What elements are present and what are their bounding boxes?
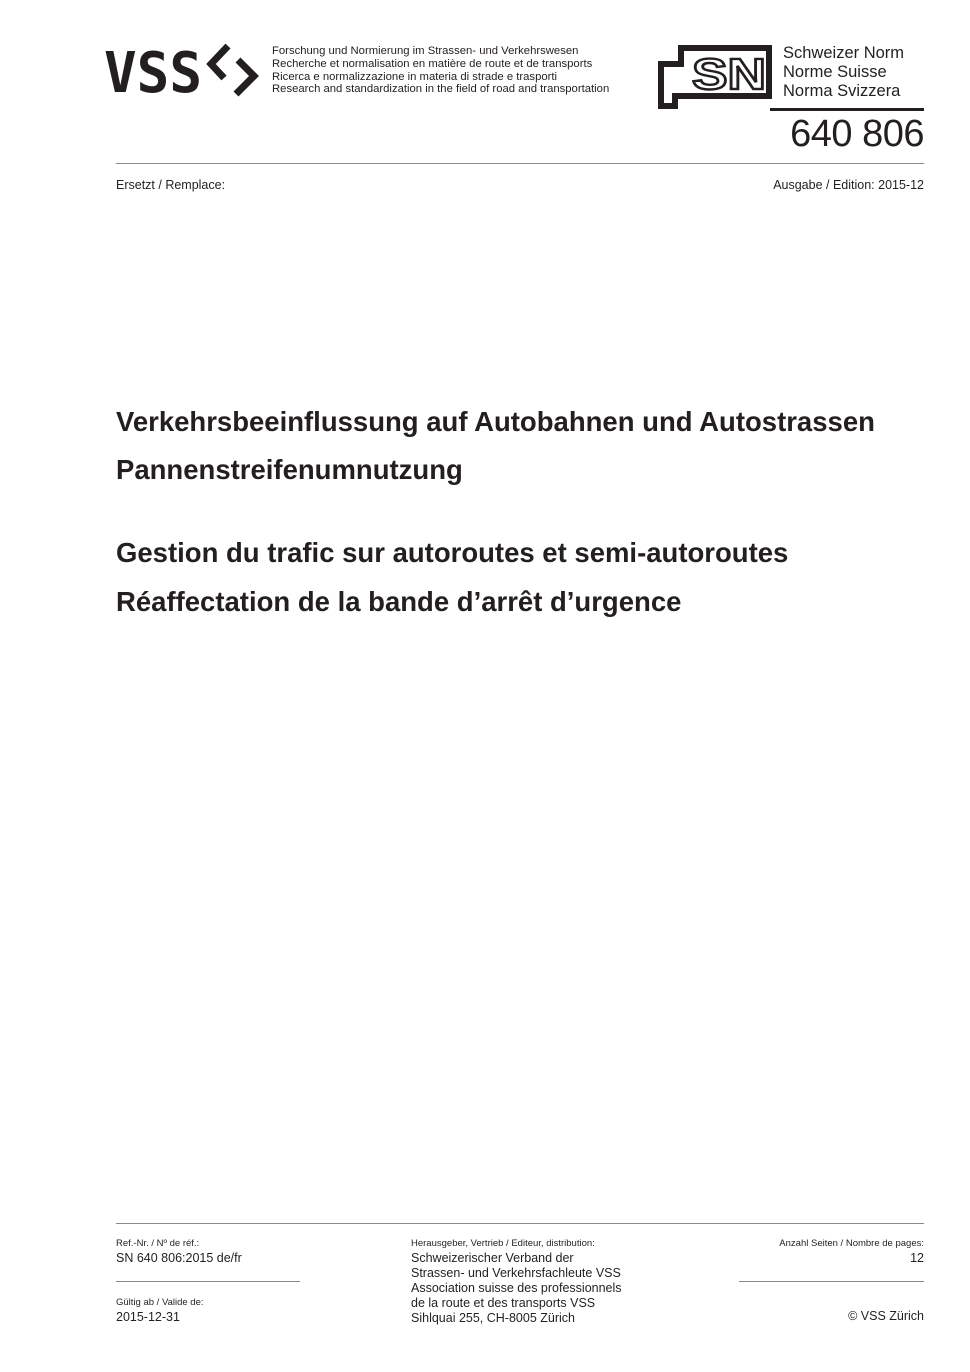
- svg-text:VSS: VSS: [104, 41, 202, 100]
- publisher-line: Sihlquai 255, CH-8005 Zürich: [411, 1311, 575, 1325]
- vss-description: [272, 45, 609, 96]
- copyright: © VSS Zürich: [848, 1309, 924, 1323]
- publisher-line: Strassen- und Verkehrsfachleute VSS: [411, 1266, 621, 1280]
- ref-divider: [116, 1281, 300, 1282]
- valid-label: Gültig ab / Valide de:: [116, 1297, 204, 1308]
- sn-logo: [656, 43, 776, 113]
- sn-name-fr: Norme Suisse: [783, 63, 887, 81]
- footer-divider: [116, 1223, 924, 1224]
- vss-line-de: Forschung und Normierung im Strassen- und Verkehrswesen: [272, 45, 579, 57]
- title-de-line2: Pannenstreifenumnutzung: [116, 454, 463, 485]
- pages-divider: [739, 1281, 924, 1282]
- header-divider: [116, 163, 924, 164]
- vss-line-fr: Recherche et normalisation en matière de route et de transports: [272, 57, 593, 70]
- replaces-label: Ersetzt / Remplace:: [116, 178, 226, 192]
- sn-names: [783, 44, 904, 101]
- vss-line-en: Research and standardization in the field of road and transportation: [272, 83, 610, 96]
- title-fr-line2: Réaffectation de la bande d’arrêt d’urgence: [116, 586, 682, 617]
- vss-line-it: Ricerca e normalizzazione in materia di strade e trasporti: [272, 70, 558, 83]
- pages-label: Anzahl Seiten / Nombre de pages:: [779, 1238, 924, 1249]
- pages-block: [779, 1238, 924, 1266]
- ref-value: SN 640 806:2015 de/fr: [116, 1251, 242, 1265]
- svg-text:SN: SN: [692, 50, 766, 99]
- ref-label: Ref.-Nr. / Nº de réf.:: [116, 1238, 200, 1249]
- ref-block: [116, 1238, 242, 1266]
- valid-block: [116, 1297, 204, 1325]
- sn-name-it: Norma Svizzera: [783, 82, 901, 100]
- pages-value: 12: [910, 1251, 924, 1265]
- sn-name-de: Schweizer Norm: [783, 44, 905, 62]
- vss-logo: [104, 40, 266, 100]
- publisher-line: Schweizerischer Verband der: [411, 1251, 574, 1265]
- sn-underline: [770, 108, 924, 111]
- publisher-label: Herausgeber, Vertrieb / Editeur, distribution:: [411, 1238, 595, 1249]
- title-fr-line1: Gestion du trafic sur autoroutes et semi-autoroutes: [116, 537, 789, 568]
- publisher-line: de la route et des transports VSS: [411, 1296, 596, 1310]
- edition-label: Ausgabe / Edition: 2015-12: [773, 178, 924, 192]
- publisher-line: Association suisse des professionnels: [411, 1281, 622, 1295]
- standard-number: 640 806: [790, 113, 924, 155]
- valid-value: 2015-12-31: [116, 1310, 180, 1324]
- publisher-block: [411, 1238, 622, 1326]
- title-de-line1: Verkehrsbeeinflussung auf Autobahnen und Autostrassen: [116, 406, 875, 437]
